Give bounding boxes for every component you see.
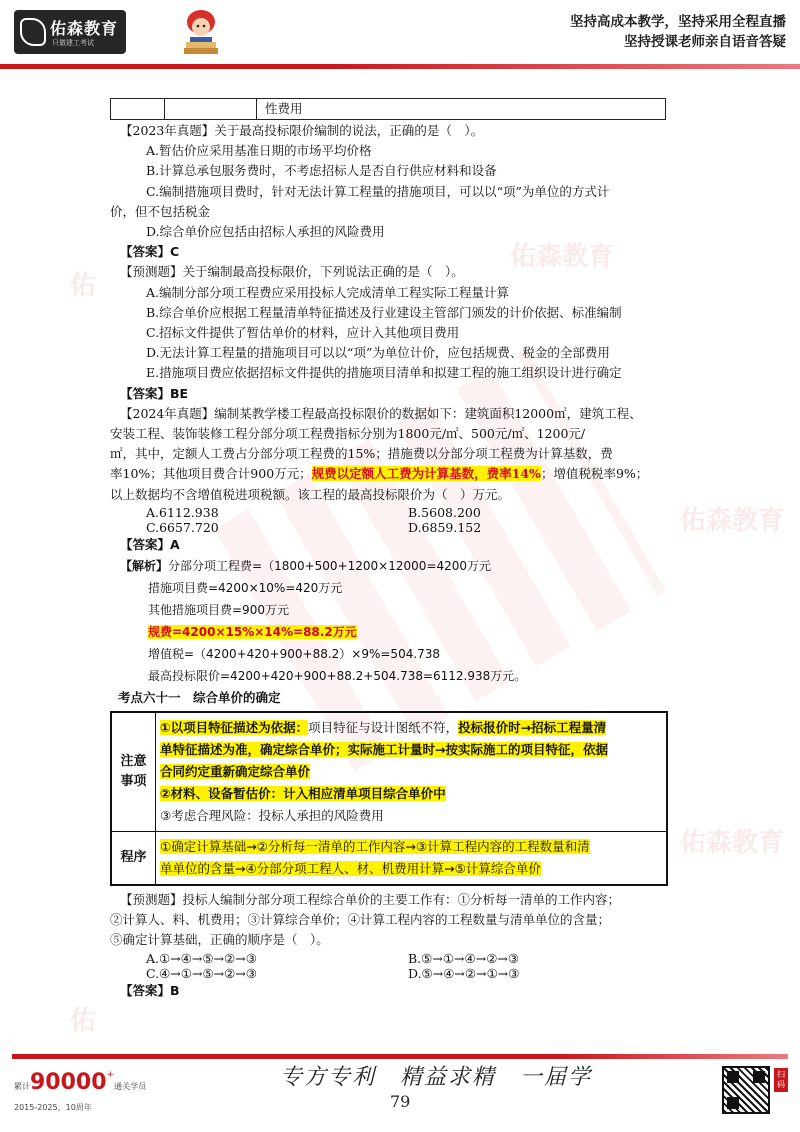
row-label: 程序 (112, 832, 156, 884)
table-row (112, 832, 666, 884)
table-cell: 性费用 (265, 101, 303, 116)
answer: 【答案】B (120, 982, 180, 998)
question-text: ②计算人、料、机费用；③计算综合单价；④计算工程内容的工程数量与清单单位的含量； (110, 912, 611, 928)
option-c: C.④→①→⑤→②→③ (146, 965, 258, 981)
row-label: 注意事项 (112, 713, 156, 831)
question-prediction-1 (110, 262, 692, 403)
solution-line: 【解析】分部分项工程费=（1800+500+1200×12000=4200万元 (120, 559, 491, 574)
header-divider (0, 64, 800, 69)
page-content (110, 98, 692, 1001)
answer: 【答案】BE (120, 385, 189, 401)
options-row (110, 951, 692, 966)
footer-divider (12, 1054, 788, 1059)
option-a: A.6112.938 (146, 504, 219, 520)
watermark-logo: 佑森教育 (680, 828, 785, 858)
table-fragment (110, 98, 666, 120)
watermark-logo: 佑森教育 (510, 242, 615, 272)
handwritten-signature: 专方专利 精益求精 一届学 (280, 1065, 593, 1090)
option-d: D.综合单价应包括由招标人承担的风险费用 (146, 224, 385, 240)
options-row (110, 505, 692, 520)
option-c: C.招标文件提供了暂估单价的材料，应计入其他项目费用 (146, 325, 460, 341)
qr-tag: 扫码 (774, 1068, 788, 1092)
option-d: D.无法计算工程量的措施项目可以以“项”为单位计价，应包括规费、税金的全部费用 (146, 345, 610, 361)
option-a: A.暂估价应采用基准日期的市场平均价格 (146, 143, 372, 159)
options-row (110, 966, 692, 981)
section-heading: 考点六十一 综合单价的确定 (118, 690, 281, 706)
option-c: C.编制措施项目费时，针对无法计算工程量的措施项目，可以以“项”为单位的方式计 (146, 183, 610, 199)
brand-slogan: 只做建工考试 (52, 39, 94, 47)
highlight-text: 规费以定额人工费为计算基数，费率14% (311, 466, 541, 482)
brand-name: 佑森教育 (50, 19, 119, 38)
option-c-cont: 价，但不包括税金 (110, 203, 211, 219)
tagline-2: 坚持授课老师亲自语音答疑 (624, 34, 786, 50)
option-d: D.⑤→④→②→①→③ (408, 965, 520, 981)
solution (110, 555, 692, 687)
header-taglines (570, 12, 786, 52)
solution-line: 措施项目费=4200×10%=420万元 (148, 581, 343, 596)
qr-code-icon[interactable] (722, 1066, 770, 1114)
solution-line (110, 621, 692, 643)
student-count: 累计90000+通关学员 2015-2025，10周年 (14, 1070, 147, 1112)
watermark-logo: 佑森教育 (680, 506, 785, 536)
question-text: 以上数据均不含增值税进项税额。该工程的最高投标限价为（ ）万元。 (110, 486, 511, 502)
question-text: 【2024年真题】编制某教学楼工程最高投标限价的数据如下：建筑面积12000㎡，建筑工程、 (120, 405, 642, 421)
question-title: 【2023年真题】关于最高投标限价编制的说法，正确的是（ ）。 (120, 123, 484, 138)
page-header (0, 0, 800, 66)
option-a: A.①→④→⑤→②→③ (146, 950, 257, 966)
option-d: D.6859.152 (408, 519, 482, 535)
option-b: B.5608.200 (408, 504, 481, 520)
option-c: C.6657.720 (146, 519, 219, 535)
answer: 【答案】C (120, 244, 180, 260)
option-e: E.措施项目费应依据招标文件提供的措施项目清单和拟建工程的施工组织设计进行确定 (146, 365, 622, 381)
stat-number: 90000 (30, 1070, 107, 1095)
tagline-1: 坚持高成本教学，坚持采用全程直播 (570, 14, 786, 30)
row-content: ①确定计算基础→②分析每一清单的工作内容→③计算工程内容的工程数量和清 单单位的含量→④分部分项工程人、材、机费用计算→⑤计算综合单价 (160, 839, 590, 877)
watermark-logo: 佑 (70, 271, 97, 301)
question-text: ⑤确定计算基础，正确的顺序是（ ）。 (110, 932, 329, 948)
solution-line: 最高投标限价=4200+420+900+88.2+504.738=6112.938万元。 (148, 669, 527, 684)
option-a: A.编制分部分项工程费应采用投标人完成清单工程实际工程量计算 (146, 284, 510, 300)
options-row (110, 520, 692, 535)
answer: 【答案】A (120, 536, 180, 552)
page-number: 79 (390, 1092, 411, 1111)
mascot-icon (180, 8, 222, 58)
years-label: 2015-2025，10周年 (14, 1103, 92, 1112)
question-prediction-2 (110, 890, 692, 1001)
question-text: ㎡，其中，定额人工费占分部分项工程费的15%；措施费以分部分项工程费为计算基数，费 (110, 446, 613, 462)
question-text: 率10%；其他项目费合计900万元；规费以定额人工费为计算基数，费率14%；增值税税率9%； (110, 466, 649, 482)
highlight-text: 规费=4200×15%×14%=88.2万元 (148, 625, 357, 640)
question-2024 (110, 404, 692, 687)
question-text: 【预测题】投标人编制分部分项工程综合单价的主要工作有：①分析每一清单的工作内容； (120, 892, 621, 908)
row-content: ①以项目特征描述为依据：项目特征与设计图纸不符，投标报价时→招标工程量清 单特征描述为准，确定综合单价；实际施工计量时→按实际施工的项目特征，依据 合同约定重新确定综合单价 ②材料、设备暂估价：计入相应清单项目综合单价中 ③考虑合理风险：投标人承担的风险费用 (160, 720, 608, 824)
solution-line: 增值税=（4200+420+900+88.2）×9%=504.738 (148, 647, 441, 662)
solution-line: 其他措施项目费=900万元 (148, 603, 289, 618)
question-title: 【预测题】关于编制最高投标限价，下列说法正确的是（ ）。 (120, 264, 464, 280)
question-2023 (110, 121, 692, 262)
watermark-logo: 佑 (70, 1006, 97, 1036)
table-row (112, 713, 666, 832)
option-b: B.⑤→①→④→②→③ (408, 950, 520, 966)
option-b: B.计算总承包服务费时，不考虑招标人是否自行供应材料和设备 (146, 163, 497, 179)
logo-mark-icon (20, 18, 46, 46)
option-b: B.综合单价应根据工程量清单特征描述及行业建设主管部门颁发的计价依据、标准编制 (146, 304, 622, 320)
brand-logo (14, 10, 126, 54)
key-point-table (110, 711, 668, 886)
question-text: 安装工程、装饰装修工程分部分项工程费指标分别为1800元/㎡、500元/㎡、1200元/ (110, 426, 586, 442)
